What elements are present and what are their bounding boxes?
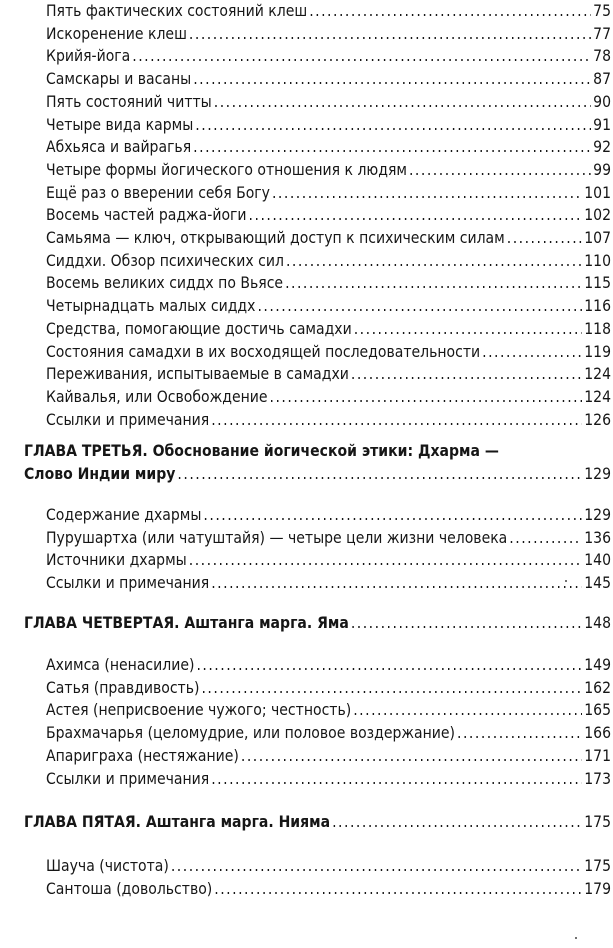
- entry-title: Пурушартха (или чатуштайя) — четыре цели жизни человека: [46, 528, 508, 547]
- chapter-heading: [24, 811, 611, 834]
- dot-leader: [201, 677, 582, 700]
- entry-title: Сантоша (довольство): [46, 879, 213, 898]
- chapter-heading: [24, 612, 611, 635]
- entry-title: Восемь великих сиддх по Вьясе: [46, 274, 284, 293]
- toc-entry: [46, 386, 611, 409]
- entry-title: Источники дхармы: [46, 551, 187, 570]
- entry-title: Пять фактических состояний клеш: [46, 2, 308, 20]
- entry-page: 171: [584, 746, 611, 765]
- entry-title: Апариграха (нестяжание): [46, 746, 239, 765]
- entry-title: Ещё раз о вверении себя Богу: [46, 183, 270, 202]
- toc-entry: [46, 363, 611, 386]
- dot-leader: [211, 572, 582, 595]
- dot-leader: [177, 463, 582, 486]
- entry-page: 75: [593, 2, 611, 20]
- entry-page: 110: [584, 251, 611, 270]
- toc-entry: [46, 204, 611, 227]
- toc-entry: [46, 182, 611, 205]
- entry-page: 102: [584, 206, 611, 225]
- dot-leader: [132, 45, 591, 68]
- entry-page: 87: [593, 70, 611, 89]
- toc-entry: [46, 159, 611, 182]
- entry-page: 107: [584, 229, 611, 247]
- entry-page: 116: [584, 297, 611, 316]
- dot-leader: [189, 549, 582, 572]
- chapter-heading: [24, 463, 611, 486]
- toc-entry: [46, 250, 611, 273]
- dot-leader: [509, 527, 582, 550]
- entry-title: Абхьяса и вайрагья: [46, 138, 192, 157]
- dot-leader: [409, 159, 591, 182]
- toc-entry: [46, 318, 611, 341]
- entry-page: 90: [593, 92, 611, 111]
- entry-page: 145: [584, 574, 611, 593]
- dot-leader: [285, 272, 582, 295]
- entry-page: 77: [593, 24, 611, 43]
- chapter-page: 129: [584, 464, 611, 483]
- entry-page: 162: [584, 678, 611, 697]
- toc-entry: [46, 745, 611, 768]
- chapter-title: ГЛАВА ПЯТАЯ. Аштанга марга. Нияма: [24, 813, 331, 831]
- dot-leader: [211, 409, 582, 432]
- entry-page: 149: [584, 656, 611, 674]
- dot-leader: [309, 0, 591, 23]
- dot-leader: [482, 341, 582, 364]
- entry-page: 99: [593, 160, 611, 179]
- toc-entry: [46, 341, 611, 364]
- entry-title: Сиддхи. Обзор психических сил: [46, 251, 284, 270]
- entry-page: 115: [584, 274, 611, 293]
- toc-entry: [46, 272, 611, 295]
- toc-entry: [46, 409, 611, 432]
- toc-entry: [46, 227, 611, 250]
- toc-entry: [46, 572, 611, 595]
- chapter-heading-line1: ГЛАВА ТРЕТЬЯ. Обоснование йогической этики: Дхарма —: [24, 442, 499, 460]
- dot-leader: [286, 250, 582, 273]
- dot-leader: [193, 136, 591, 159]
- entry-page: 140: [584, 551, 611, 570]
- toc-entry: [46, 295, 611, 318]
- toc-entry: [46, 722, 611, 745]
- entry-page: 91: [593, 115, 611, 134]
- dot-leader: [249, 204, 583, 227]
- dot-leader: [353, 699, 582, 722]
- entry-title: Средства, помогающие достичь самадхи: [46, 319, 352, 338]
- toc-entry: [46, 527, 611, 550]
- entry-title: Брахмачарья (целомудрие, или половое воздержание): [46, 724, 456, 743]
- dot-leader: [241, 745, 582, 768]
- dot-leader: [214, 878, 582, 901]
- entry-page: 78: [593, 47, 611, 66]
- entry-title: Переживания, испытываемые в самадхи: [46, 365, 349, 384]
- entry-title: Шауча (чистота): [46, 857, 169, 875]
- dot-leader: [196, 654, 582, 677]
- entry-title: Искоренение клеш: [46, 24, 187, 43]
- dot-leader: [351, 363, 582, 386]
- dot-leader: [189, 23, 591, 46]
- entry-page: 101: [584, 183, 611, 202]
- chapter-title: Слово Индии миру: [24, 464, 176, 483]
- entry-title: Четыре вида кармы: [46, 115, 194, 134]
- entry-title: Самскары и васаны: [46, 70, 192, 89]
- entry-title: Астея (неприсвоение чужого; честность): [46, 701, 352, 720]
- toc-entry: [46, 768, 611, 791]
- dot-leader: [272, 182, 582, 205]
- dot-leader: [211, 768, 582, 791]
- scan-speck: [575, 937, 577, 939]
- chapter-title: ГЛАВА ЧЕТВЕРТАЯ. Аштанга марга. Яма: [24, 614, 349, 632]
- dot-leader: [257, 295, 582, 318]
- toc-entry: [46, 654, 611, 677]
- entry-page: 129: [584, 506, 611, 524]
- toc-entry: [46, 68, 611, 91]
- dot-leader: [171, 855, 582, 878]
- dot-leader: [214, 91, 591, 114]
- dot-leader: [270, 386, 583, 409]
- entry-title: Пять состояний читты: [46, 92, 212, 111]
- entry-page: 126: [584, 410, 611, 429]
- dot-leader: [457, 722, 582, 745]
- chapter-page: 148: [584, 614, 611, 632]
- entry-title: Состояния самадхи в их восходящей последовательности: [46, 342, 481, 361]
- entry-title: Содержание дхармы: [46, 506, 202, 524]
- scan-speck: [565, 580, 567, 582]
- entry-title: Ахимса (ненасилие): [46, 656, 195, 674]
- dot-leader: [332, 811, 582, 834]
- toc-entry: [46, 136, 611, 159]
- toc-entry: [46, 504, 611, 527]
- entry-title: Сатья (правдивость): [46, 678, 200, 697]
- entry-page: 165: [584, 701, 611, 720]
- entry-title: Ссылки и примечания: [46, 410, 210, 429]
- dot-leader: [195, 114, 591, 137]
- entry-page: 136: [584, 528, 611, 547]
- entry-page: 119: [584, 342, 611, 361]
- dot-leader: [203, 504, 582, 527]
- entry-page: 175: [584, 857, 611, 875]
- entry-page: 124: [584, 387, 611, 406]
- entry-page: 179: [584, 879, 611, 898]
- toc-entry: [46, 699, 611, 722]
- dot-leader: [351, 612, 582, 635]
- entry-title: Ссылки и примечания: [46, 574, 210, 593]
- entry-title: Самьяма — ключ, открывающий доступ к психическим силам: [46, 229, 505, 247]
- chapter-page: 175: [584, 813, 611, 831]
- toc-entry: [46, 549, 611, 572]
- toc-entry: [46, 677, 611, 700]
- toc-entry: [46, 45, 611, 68]
- toc-entry: [46, 0, 611, 23]
- entry-page: 173: [584, 769, 611, 788]
- toc-entry: [46, 114, 611, 137]
- toc-entry: [46, 23, 611, 46]
- entry-title: Четырнадцать малых сиддх: [46, 297, 256, 316]
- dot-leader: [507, 227, 582, 250]
- toc-entry: [46, 91, 611, 114]
- dot-leader: [354, 318, 583, 341]
- toc-entry: [46, 878, 611, 901]
- entry-page: 118: [584, 319, 611, 338]
- entry-title: Четыре формы йогического отношения к людям: [46, 160, 407, 179]
- toc-entry: [46, 855, 611, 878]
- entry-title: Крийя-йога: [46, 47, 131, 66]
- entry-page: 124: [584, 365, 611, 384]
- entry-title: Кайвалья, или Освобождение: [46, 387, 268, 406]
- dot-leader: [193, 68, 591, 91]
- entry-title: Ссылки и примечания: [46, 769, 210, 788]
- entry-title: Восемь частей раджа-йоги: [46, 206, 247, 225]
- entry-page: 166: [584, 724, 611, 743]
- entry-page: 92: [593, 138, 611, 157]
